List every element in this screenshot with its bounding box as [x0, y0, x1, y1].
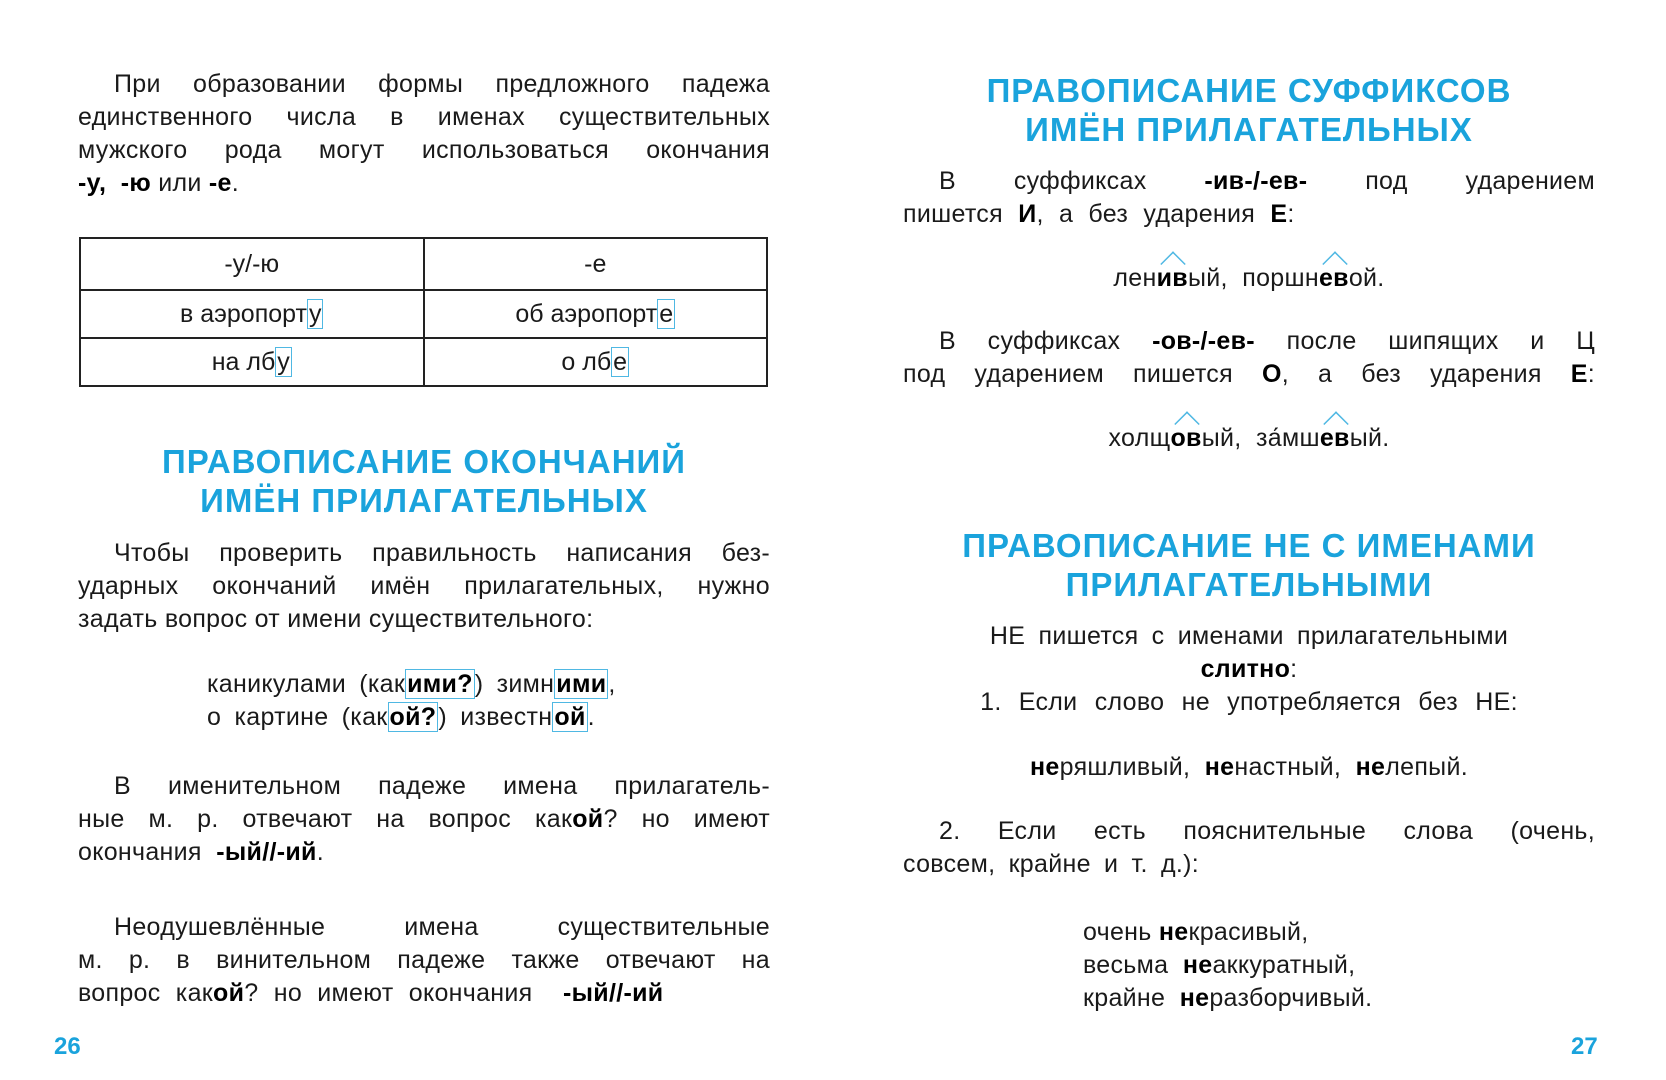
- page-number: 26: [54, 1033, 81, 1060]
- text: окончания: [78, 838, 202, 866]
- ne-rule-2-line-2: совсем, крайне и т. д.):: [903, 850, 1200, 878]
- bold-letter: Е: [1270, 200, 1288, 228]
- text: , а без ударения: [1036, 200, 1256, 228]
- table-header-row: [80, 238, 767, 290]
- suffix-example-1: [903, 262, 1595, 295]
- word-part: за́мш: [1256, 424, 1320, 452]
- nominative-line-1: В именительном падеже имена прилагатель-: [114, 772, 770, 800]
- period: .: [231, 169, 239, 197]
- intro-line-2: единственного числа в именах существительных: [78, 103, 770, 131]
- bold-word: слитно: [1200, 655, 1291, 683]
- ending-e: -е: [208, 169, 232, 197]
- nominative-line-2: [78, 803, 770, 836]
- text: , а без ударения: [1281, 360, 1542, 388]
- ne-rule-line-3: 1. Если слово не употребляется без НЕ:: [980, 688, 1518, 716]
- suffix-rule-2: [903, 325, 1595, 391]
- table-cell: [424, 338, 768, 386]
- table-row: [80, 338, 767, 386]
- example-line-2: [207, 701, 727, 734]
- text: ные м. р. отвечают на вопрос как: [78, 805, 573, 833]
- text: под ударением пишется: [903, 360, 1233, 388]
- ending-yu: -ю: [120, 169, 151, 197]
- suffix-marked: ев: [1320, 422, 1350, 455]
- text: :: [1587, 360, 1596, 388]
- ending-box: ой?: [389, 703, 437, 731]
- word-part: лен: [1113, 264, 1157, 292]
- nominative-paragraph: [78, 770, 770, 869]
- qualifier: весьма: [1083, 951, 1169, 979]
- heading-line: ПРАВОПИСАНИЕ ОКОНЧАНИЙ: [162, 443, 686, 480]
- text: ? но имеют: [603, 805, 771, 833]
- heading-adjective-suffixes: [903, 71, 1595, 149]
- bold-ending: -ый//-ий: [216, 838, 317, 866]
- word-stem: в аэропорт: [180, 299, 307, 328]
- text: под ударением: [1365, 167, 1595, 195]
- suffix-marked: ов: [1170, 422, 1201, 455]
- bold-letter: Е: [1570, 360, 1588, 388]
- suffix-example-2: [903, 422, 1595, 455]
- bold-suffix: -ив-/-ев-: [1204, 167, 1308, 195]
- check-line-2: ударных окончаний имён прилагательных, нужно: [78, 572, 770, 600]
- intro-line-1: При образовании формы предложного падежа: [114, 70, 770, 98]
- text: В суффиксах: [939, 167, 1147, 195]
- example-text: о картине (как: [207, 703, 388, 731]
- check-line-3: задать вопрос от имени существительного:: [78, 605, 594, 633]
- suffix-rule-1: [903, 165, 1595, 231]
- bold-ending: -ый//-ий: [563, 979, 664, 1007]
- suffix-rule-1-line-2: [903, 198, 1595, 231]
- inanimate-line-3: [78, 977, 770, 1010]
- word-part: разборчивый.: [1209, 984, 1373, 1012]
- ne-example-2: [1083, 916, 1533, 1015]
- example-line-1: [207, 668, 727, 701]
- table-header-cell: -е: [424, 238, 768, 290]
- table-row: [80, 290, 767, 338]
- example-text: ) зимн: [474, 670, 555, 698]
- heading-adjective-endings: [78, 442, 770, 520]
- bold-ending: ой: [572, 805, 604, 833]
- intro-line-3: мужского рода могут использоваться окончания: [78, 136, 770, 164]
- ending-box: у: [277, 347, 290, 376]
- qualifier: крайне: [1083, 984, 1166, 1012]
- heading-line: ИМЁН ПРИЛАГАТЕЛЬНЫХ: [1025, 111, 1473, 148]
- text: :: [1287, 200, 1295, 228]
- bold-prefix: не: [1355, 753, 1386, 781]
- ne-example-row: [1083, 916, 1533, 949]
- ending-box: е: [659, 299, 674, 328]
- word-part: ый,: [1187, 264, 1228, 292]
- example-text: .: [587, 703, 595, 731]
- ending-box: ой: [554, 703, 586, 731]
- example-text: ) известн: [438, 703, 553, 731]
- ne-example-row: [1083, 982, 1533, 1015]
- ne-example-1: [903, 751, 1595, 784]
- table-cell: [80, 290, 424, 338]
- suffix-marked: ев: [1319, 262, 1349, 295]
- suffix-rule-2-line-2: [903, 358, 1595, 391]
- heading-line: ПРАВОПИСАНИЕ НЕ С ИМЕНАМИ: [962, 527, 1536, 564]
- right-page: [833, 0, 1666, 1080]
- inanimate-line-2: м. р. в винительном падеже также отвечают на: [78, 946, 770, 974]
- word-stem: о лб: [561, 347, 612, 376]
- word-part: ой.: [1348, 264, 1385, 292]
- example-endings: [207, 668, 727, 734]
- ne-example-row: [1083, 949, 1533, 982]
- word-part: настный,: [1234, 753, 1342, 781]
- word-stem: на лб: [211, 347, 276, 376]
- bold-prefix: не: [1179, 984, 1210, 1012]
- word-part: красивый,: [1188, 918, 1309, 946]
- bold-suffix: -ов-/-ев-: [1152, 327, 1255, 355]
- text: пишется: [903, 200, 1003, 228]
- page-number: 27: [1571, 1033, 1598, 1060]
- bold-letter: И: [1018, 200, 1037, 228]
- word-part: холщ: [1108, 424, 1171, 452]
- heading-line: ИМЁН ПРИЛАГАТЕЛЬНЫХ: [200, 482, 648, 519]
- endings-table: [79, 237, 768, 387]
- inanimate-paragraph: [78, 911, 770, 1010]
- word-part: поршн: [1242, 264, 1319, 292]
- check-line-1: Чтобы проверить правильность написания без-: [114, 539, 770, 567]
- word-part: ряшливый,: [1059, 753, 1191, 781]
- text: ? но имеют окончания: [244, 979, 533, 1007]
- example-text: ,: [608, 670, 616, 698]
- bold-ending: ой: [213, 979, 245, 1007]
- word-stem: об аэропорт: [515, 299, 658, 328]
- intro-line-4: [78, 167, 770, 200]
- text: после шипящих и Ц: [1286, 327, 1595, 355]
- table-header-cell: -у/-ю: [80, 238, 424, 290]
- ne-rule-line-1: НЕ пишется с именами прилагательными: [989, 622, 1509, 650]
- bold-prefix: не: [1182, 951, 1213, 979]
- bold-letter: О: [1261, 360, 1282, 388]
- word-part: аккуратный,: [1212, 951, 1356, 979]
- suffix-rule-2-line-1: [903, 325, 1595, 358]
- ne-rule-line-2: [903, 653, 1595, 686]
- word-part: лепый.: [1385, 753, 1468, 781]
- ending-box: ими?: [407, 670, 473, 698]
- word-or: или: [158, 169, 202, 197]
- ending-box: у: [308, 299, 322, 328]
- suffix-rule-1-line-1: [903, 165, 1595, 198]
- ne-rule-2: [903, 815, 1595, 881]
- heading-ne-with-adjectives: [903, 526, 1595, 604]
- nominative-line-3: [78, 836, 770, 869]
- intro-paragraph: [78, 68, 770, 200]
- inanimate-line-1: Неодушевлённые имена существительные: [114, 913, 770, 941]
- check-paragraph: [78, 537, 770, 636]
- ne-rule-2-line-1: 2. Если есть пояснительные слова (очень,: [939, 817, 1595, 845]
- text: :: [1290, 655, 1298, 683]
- text: .: [316, 838, 324, 866]
- bold-prefix: не: [1204, 753, 1235, 781]
- ending-box: ими: [556, 670, 607, 698]
- example-text: каникулами (как: [207, 670, 406, 698]
- word-part: ый,: [1201, 424, 1242, 452]
- table-cell: [80, 338, 424, 386]
- word-part: ый.: [1349, 424, 1390, 452]
- text: В суффиксах: [939, 327, 1121, 355]
- suffix-marked: ив: [1157, 262, 1188, 295]
- text: вопрос как: [78, 979, 214, 1007]
- bold-prefix: не: [1030, 753, 1060, 781]
- heading-line: ПРИЛАГАТЕЛЬНЫМИ: [1065, 566, 1433, 603]
- table-cell: [424, 290, 768, 338]
- ending-u: -у,: [78, 169, 107, 197]
- qualifier: очень: [1083, 918, 1152, 946]
- ne-rule: [903, 620, 1595, 719]
- ending-box: е: [613, 347, 628, 376]
- heading-line: ПРАВОПИСАНИЕ СУФФИКСОВ: [986, 72, 1512, 109]
- bold-prefix: не: [1158, 918, 1189, 946]
